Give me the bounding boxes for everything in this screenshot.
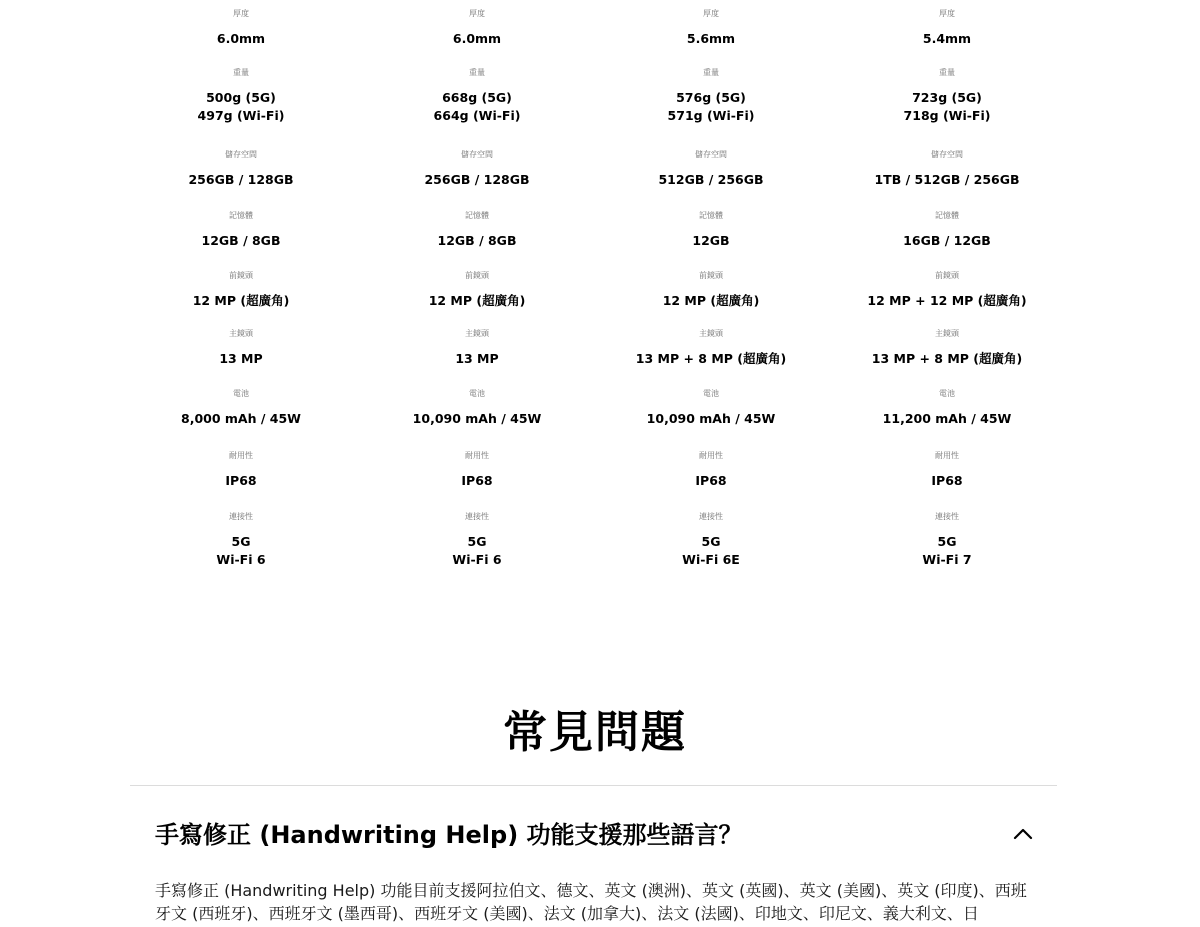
spec-value: 10,090 mAh / 45W (412, 411, 542, 426)
spec-label: 電池 (939, 389, 955, 398)
spec-connectivity (827, 511, 1067, 569)
spec-value: IP68 (225, 473, 257, 488)
spec-value: 256GB / 128GB (424, 172, 530, 187)
spec-value-line: 668g (5G) (442, 90, 512, 105)
spec-label: 儲存空間 (461, 150, 493, 159)
spec-value-line: Wi-Fi 7 (922, 552, 972, 567)
spec-label: 記憶體 (935, 211, 959, 220)
spec-thickness (591, 8, 831, 48)
spec-label: 耐用性 (935, 451, 959, 460)
faq-title: 常見問題 (503, 707, 687, 758)
spec-value: 12GB / 8GB (437, 233, 517, 248)
spec-value: 1TB / 512GB / 256GB (874, 172, 1020, 187)
faq-question[interactable]: 手寫修正 (Handwriting Help) 功能支援那些語言？ (155, 821, 743, 849)
spec-value (827, 533, 1067, 569)
chevron-up-icon[interactable] (1010, 824, 1036, 844)
spec-value-line: 5G (467, 534, 487, 549)
spec-value: 13 MP (219, 351, 263, 366)
spec-value-line: 497g (Wi-Fi) (197, 108, 285, 123)
spec-value (591, 533, 831, 569)
spec-label: 主鏡頭 (229, 329, 253, 338)
spec-front-camera (827, 270, 1067, 310)
spec-value-line: 576g (5G) (676, 90, 746, 105)
spec-label: 重量 (939, 68, 955, 77)
spec-label: 主鏡頭 (935, 329, 959, 338)
spec-label: 耐用性 (465, 451, 489, 460)
spec-connectivity (121, 511, 361, 569)
spec-battery (591, 388, 831, 428)
spec-label: 儲存空間 (931, 150, 963, 159)
spec-label: 記憶體 (465, 211, 489, 220)
spec-value: 12 MP (超廣角) (192, 293, 290, 308)
spec-label: 厚度 (233, 9, 249, 18)
spec-connectivity (591, 511, 831, 569)
spec-label: 前鏡頭 (699, 271, 723, 280)
spec-thickness (827, 8, 1067, 48)
spec-value: 11,200 mAh / 45W (882, 411, 1012, 426)
spec-storage (357, 149, 597, 189)
spec-storage (121, 149, 361, 189)
spec-durability (357, 450, 597, 490)
spec-thickness (357, 8, 597, 48)
spec-value: 8,000 mAh / 45W (181, 411, 301, 426)
spec-value-line: 5G (701, 534, 721, 549)
spec-label: 厚度 (939, 9, 955, 18)
spec-value (827, 89, 1067, 125)
spec-value-line: 5G (937, 534, 957, 549)
spec-value-line: 718g (Wi-Fi) (903, 108, 991, 123)
spec-value: 512GB / 256GB (658, 172, 764, 187)
spec-value-line: 5G (231, 534, 251, 549)
spec-label: 耐用性 (229, 451, 253, 460)
spec-value: 12 MP + 12 MP (超廣角) (867, 293, 1027, 308)
spec-label: 連接性 (699, 512, 723, 521)
spec-label: 電池 (703, 389, 719, 398)
spec-label: 連接性 (465, 512, 489, 521)
spec-value: 13 MP + 8 MP (超廣角) (871, 351, 1023, 366)
spec-durability (827, 450, 1067, 490)
spec-label: 電池 (233, 389, 249, 398)
spec-memory (827, 210, 1067, 250)
spec-value-line: Wi-Fi 6 (452, 552, 502, 567)
spec-front-camera (591, 270, 831, 310)
spec-label: 連接性 (935, 512, 959, 521)
spec-value: 5.6mm (686, 31, 736, 46)
spec-value (121, 533, 361, 569)
spec-storage (827, 149, 1067, 189)
spec-value: 256GB / 128GB (188, 172, 294, 187)
spec-durability (591, 450, 831, 490)
spec-label: 儲存空間 (695, 150, 727, 159)
spec-value: 12GB / 8GB (201, 233, 281, 248)
spec-value: 6.0mm (452, 31, 502, 46)
spec-value: 13 MP + 8 MP (超廣角) (635, 351, 787, 366)
spec-storage (591, 149, 831, 189)
spec-label: 重量 (469, 68, 485, 77)
spec-value: 12 MP (超廣角) (662, 293, 760, 308)
spec-battery (827, 388, 1067, 428)
spec-value-line: 571g (Wi-Fi) (667, 108, 755, 123)
spec-value: 12GB (692, 233, 730, 248)
spec-battery (121, 388, 361, 428)
spec-main-camera (591, 328, 831, 368)
spec-memory (121, 210, 361, 250)
spec-memory (357, 210, 597, 250)
spec-weight (827, 67, 1067, 125)
spec-label: 記憶體 (229, 211, 253, 220)
spec-label: 主鏡頭 (699, 329, 723, 338)
spec-battery (357, 388, 597, 428)
spec-main-camera (827, 328, 1067, 368)
faq-answer: 手寫修正 (Handwriting Help) 功能目前支援阿拉伯文、德文、英文 (澳洲)、英文 (英國)、英文 (美國)、英文 (印度)、西班牙文 (西班牙)、西班牙文 (墨西哥)、西班牙文 (美國)、法文 (加拿大)、法文 (法國)、印地文、印尼文、義大利文、日 (155, 881, 1027, 923)
spec-front-camera (121, 270, 361, 310)
spec-main-camera (357, 328, 597, 368)
spec-value: 13 MP (455, 351, 499, 366)
spec-weight (121, 67, 361, 125)
spec-thickness (121, 8, 361, 48)
faq-item (130, 786, 1057, 927)
spec-value: 5.4mm (922, 31, 972, 46)
spec-value: IP68 (461, 473, 493, 488)
spec-weight (591, 67, 831, 125)
spec-label: 重量 (233, 68, 249, 77)
spec-durability (121, 450, 361, 490)
spec-value: IP68 (695, 473, 727, 488)
spec-label: 電池 (469, 389, 485, 398)
spec-value (121, 89, 361, 125)
spec-label: 儲存空間 (225, 150, 257, 159)
spec-connectivity (357, 511, 597, 569)
spec-memory (591, 210, 831, 250)
spec-value: 16GB / 12GB (903, 233, 991, 248)
spec-label: 厚度 (703, 9, 719, 18)
spec-value: 12 MP (超廣角) (428, 293, 526, 308)
spec-front-camera (357, 270, 597, 310)
spec-label: 前鏡頭 (935, 271, 959, 280)
spec-value (591, 89, 831, 125)
spec-label: 前鏡頭 (465, 271, 489, 280)
spec-value (357, 533, 597, 569)
spec-value-line: 664g (Wi-Fi) (433, 108, 521, 123)
spec-label: 記憶體 (699, 211, 723, 220)
spec-value-line: 500g (5G) (206, 90, 276, 105)
spec-value-line: Wi-Fi 6 (216, 552, 266, 567)
spec-value: IP68 (931, 473, 963, 488)
spec-value: 6.0mm (216, 31, 266, 46)
spec-value-line: 723g (5G) (912, 90, 982, 105)
spec-main-camera (121, 328, 361, 368)
spec-value (357, 89, 597, 125)
spec-weight (357, 67, 597, 125)
spec-value-line: Wi-Fi 6E (682, 552, 740, 567)
spec-label: 厚度 (469, 9, 485, 18)
spec-value: 10,090 mAh / 45W (646, 411, 776, 426)
spec-label: 耐用性 (699, 451, 723, 460)
spec-label: 連接性 (229, 512, 253, 521)
spec-label: 重量 (703, 68, 719, 77)
spec-label: 前鏡頭 (229, 271, 253, 280)
spec-label: 主鏡頭 (465, 329, 489, 338)
